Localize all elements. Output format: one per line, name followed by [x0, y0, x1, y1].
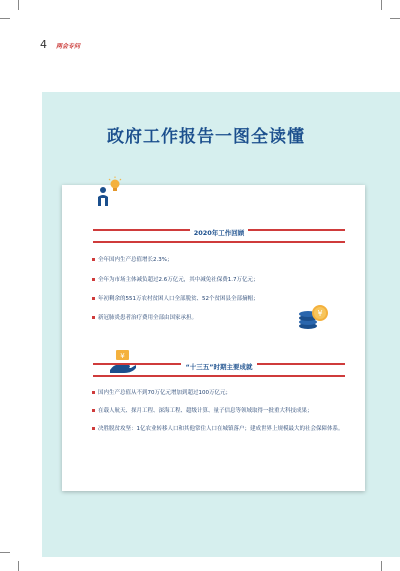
section-heading: 2020年工作回顾	[190, 229, 249, 237]
section-heading: “十三五”时期主要成就	[181, 363, 256, 371]
bullet	[92, 391, 95, 394]
crop-mark	[390, 18, 400, 19]
list-item-text: 新冠肺炎患者治疗费用全部由国家承担。	[98, 315, 198, 321]
list-item	[92, 256, 352, 264]
crop-mark	[18, 561, 19, 571]
list-item	[92, 276, 352, 284]
coin-stack-icon	[296, 302, 330, 332]
bullet	[92, 297, 95, 300]
list-item-text: 全年国内生产总值增长2.3%；	[98, 257, 173, 263]
list-item-text: 决胜脱贫攻坚：1亿农业转移人口和其他常住人口在城镇落户；建成世界上规模最大的社会保障体系。	[98, 426, 344, 432]
svg-text:¥: ¥	[120, 352, 125, 360]
page-number: 4	[40, 38, 47, 51]
bullet	[92, 258, 95, 261]
list-item	[92, 407, 352, 415]
list-item-text: 全年为市场主体减负超过2.6万亿元，其中减免社保费1.7万亿元；	[98, 277, 259, 283]
crop-mark	[0, 552, 10, 553]
list-item	[92, 389, 352, 397]
bullet	[92, 427, 95, 430]
section-header	[93, 361, 345, 379]
bullet	[92, 278, 95, 281]
crop-mark	[0, 18, 10, 19]
crop-mark	[381, 0, 382, 10]
bullet	[92, 409, 95, 412]
list-item-text: 年初剩余的551万农村贫困人口全部脱贫、52个贫困县全部摘帽；	[98, 296, 259, 302]
section-header	[93, 227, 345, 245]
list-item	[92, 425, 350, 433]
svg-text:¥: ¥	[317, 309, 323, 318]
section-tag: 两会专问	[56, 43, 81, 50]
person-lightbulb-icon	[94, 176, 124, 210]
bullet	[92, 316, 95, 319]
page-title: 政府工作报告一图全读懂	[107, 127, 305, 147]
list-item-text: 在载人航天、探月工程、深海工程、超级计算、量子信息等领域取得一批重大科技成果；	[98, 408, 313, 414]
list-item-text: 国内生产总值从不到70万亿元增加到超过100万亿元；	[98, 390, 231, 396]
crop-mark	[381, 561, 382, 571]
crop-mark	[18, 0, 19, 10]
